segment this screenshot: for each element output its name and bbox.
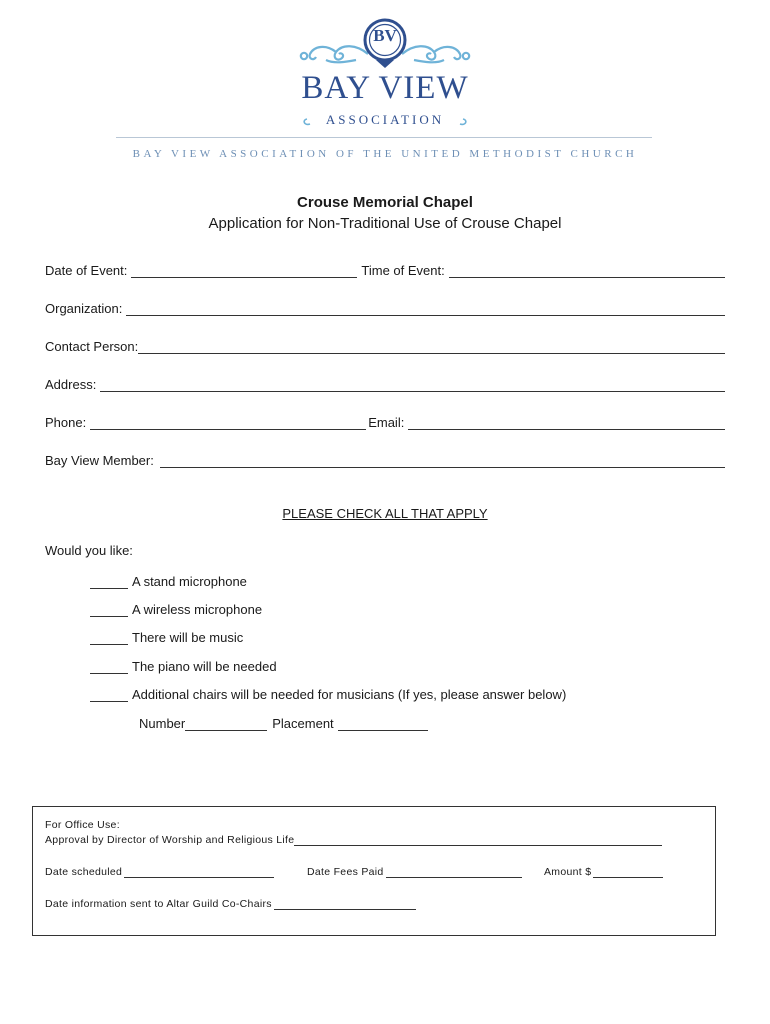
date-scheduled-label: Date scheduled	[45, 866, 123, 878]
option-label: A wireless microphone	[132, 602, 263, 617]
option-music	[90, 627, 243, 645]
bay-view-member-row	[45, 448, 725, 468]
approval-row	[45, 834, 662, 846]
amount-label: Amount $	[544, 866, 592, 878]
amount-field[interactable]	[593, 866, 663, 878]
altar-guild-row	[45, 898, 416, 910]
contact-person-row	[45, 334, 725, 354]
date-fees-label: Date Fees Paid	[307, 866, 384, 878]
time-of-event-field[interactable]	[449, 262, 725, 278]
date-fees-field[interactable]	[386, 866, 522, 878]
logo-subtitle: ASSOCIATION	[325, 112, 445, 127]
option-label: Additional chairs will be needed for musicians (If yes, please answer below)	[132, 687, 567, 702]
logo-monogram: BV	[373, 26, 397, 45]
organization-row	[45, 296, 725, 316]
option-label: There will be music	[132, 630, 244, 645]
number-label: Number	[139, 716, 186, 731]
checkbox-blank[interactable]	[90, 630, 128, 645]
header-divider	[116, 137, 652, 138]
bay-view-member-field[interactable]	[160, 452, 725, 468]
date-fees-row	[307, 866, 522, 878]
date-scheduled-row	[45, 866, 274, 878]
approval-field[interactable]	[294, 834, 662, 846]
address-row	[45, 372, 725, 392]
checkbox-blank[interactable]	[90, 687, 128, 702]
option-piano	[90, 656, 277, 674]
bay-view-logo	[296, 14, 474, 132]
altar-guild-label: Date information sent to Altar Guild Co-Chairs	[45, 898, 272, 910]
phone-label: Phone:	[45, 415, 87, 430]
office-use-heading: For Office Use:	[45, 819, 120, 831]
event-date-time-row	[45, 258, 725, 278]
office-use-box	[32, 806, 716, 936]
check-all-heading: PLEASE CHECK ALL THAT APPLY	[282, 506, 488, 521]
checkbox-blank[interactable]	[90, 574, 128, 589]
time-of-event-label: Time of Event:	[361, 263, 445, 278]
option-stand-microphone	[90, 571, 247, 589]
option-wireless-microphone	[90, 599, 262, 617]
number-field[interactable]	[185, 716, 267, 731]
would-you-like-label: Would you like:	[45, 543, 133, 558]
date-of-event-label: Date of Event:	[45, 263, 128, 278]
email-field[interactable]	[408, 414, 725, 430]
phone-email-row	[45, 410, 725, 430]
header-tagline: BAY VIEW ASSOCIATION OF THE UNITED METHODIST CHURCH	[132, 148, 638, 160]
placement-field[interactable]	[338, 716, 428, 731]
contact-person-field[interactable]	[138, 338, 725, 354]
chairs-detail-row	[139, 713, 428, 731]
altar-guild-field[interactable]	[274, 898, 416, 910]
option-label: The piano will be needed	[132, 659, 277, 674]
address-field[interactable]	[100, 376, 725, 392]
option-additional-chairs	[90, 684, 566, 702]
checkbox-blank[interactable]	[90, 659, 128, 674]
checkbox-blank[interactable]	[90, 602, 128, 617]
date-of-event-field[interactable]	[131, 262, 357, 278]
organization-label: Organization:	[45, 301, 123, 316]
approval-label: Approval by Director of Worship and Religious Life	[45, 834, 295, 846]
option-label: A stand microphone	[132, 574, 247, 589]
bay-view-member-label: Bay View Member:	[45, 453, 154, 468]
placement-label: Placement	[272, 716, 334, 731]
form-subtitle: Application for Non-Traditional Use of Crouse Chapel	[208, 215, 562, 232]
address-label: Address:	[45, 377, 97, 392]
form-title: Crouse Memorial Chapel	[297, 194, 473, 211]
amount-row	[544, 866, 663, 878]
contact-person-label: Contact Person:	[45, 339, 139, 354]
phone-field[interactable]	[90, 414, 366, 430]
logo-name: BAY VIEW	[301, 70, 469, 106]
organization-field[interactable]	[126, 300, 725, 316]
email-label: Email:	[368, 415, 405, 430]
date-scheduled-field[interactable]	[124, 866, 274, 878]
